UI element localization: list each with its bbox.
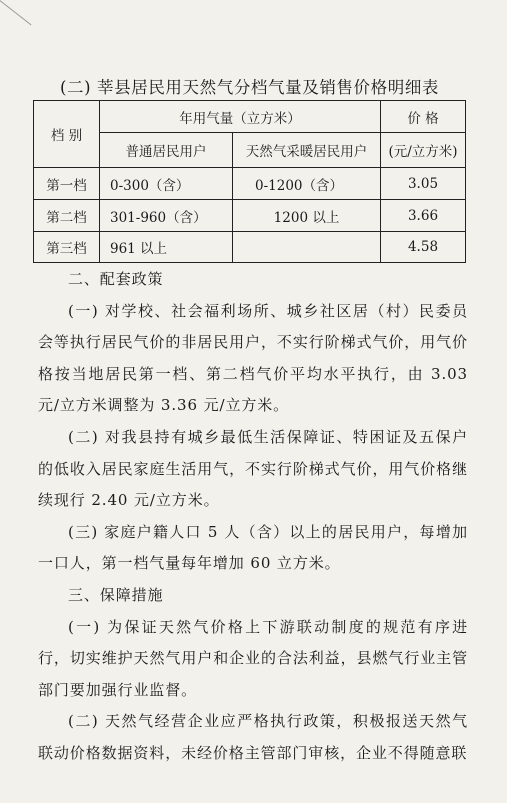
row-price: 4.58 (381, 232, 466, 263)
table-row (34, 168, 466, 200)
header-tier: 档 别 (34, 101, 100, 168)
table-title: (二) 莘县居民用天然气分档气量及销售价格明细表 (60, 78, 440, 97)
table-header-row (34, 101, 466, 133)
row-tier: 第一档 (34, 168, 100, 200)
policy-item: (三) 家庭户籍人口 5 人（含）以上的居民用户，每增加一口人，第一档气量每年增加 60 立方米。 (38, 522, 468, 573)
row-ordinary: 0-300（含） (100, 168, 233, 200)
header-price-unit: (元/立方米) (381, 133, 466, 168)
gas-price-table (33, 100, 466, 263)
row-tier: 第二档 (34, 200, 100, 232)
row-ordinary: 961 以上 (100, 232, 233, 263)
row-heating: 1200 以上 (233, 200, 381, 232)
policy-item: (二) 对我县持有城乡最低生活保障证、特困证及五保户的低收入居民家庭生活用气，不实行阶梯式气价，用气价格继续现行 2.40 元/立方米。 (38, 427, 468, 510)
measures-item: (二) 天然气经营企业应严格执行政策，积极报送天然气联动价格数据资料，未经价格主管部门审核，企业不得随意联 (38, 712, 468, 762)
page-corner-mark (0, 0, 32, 57)
header-price: 价 格 (381, 101, 466, 133)
row-price: 3.66 (381, 200, 466, 232)
table-row (34, 232, 466, 263)
header-ordinary: 普通居民用户 (100, 133, 233, 168)
row-heating (233, 232, 381, 263)
policy-item: (一) 对学校、社会福利场所、城乡社区居（村）民委员会等执行居民气价的非居民用户，不实行阶梯式气价，用气价格按当地居民第一档、第二档气价平均水平执行，由 3.03 元/立方米调整为 3.36 元/立方米。 (38, 301, 468, 415)
table-row (34, 200, 466, 232)
measures-heading: 三、保障措施 (68, 585, 164, 604)
row-price: 3.05 (381, 168, 466, 200)
measures-item: (一) 为保证天然气价格上下游联动制度的规范有序进行，切实维护天然气用户和企业的合法利益，县燃气行业主管部门要加强行业监督。 (38, 617, 468, 699)
policy-heading: 二、配套政策 (68, 270, 164, 288)
row-tier: 第三档 (34, 232, 100, 263)
row-ordinary: 301-960（含） (100, 200, 233, 232)
header-annual-gas: 年用气量（立方米） (100, 101, 381, 133)
row-heating: 0-1200（含） (233, 168, 381, 200)
body-text (38, 264, 468, 770)
header-heating: 天然气采暖居民用户 (233, 133, 381, 168)
